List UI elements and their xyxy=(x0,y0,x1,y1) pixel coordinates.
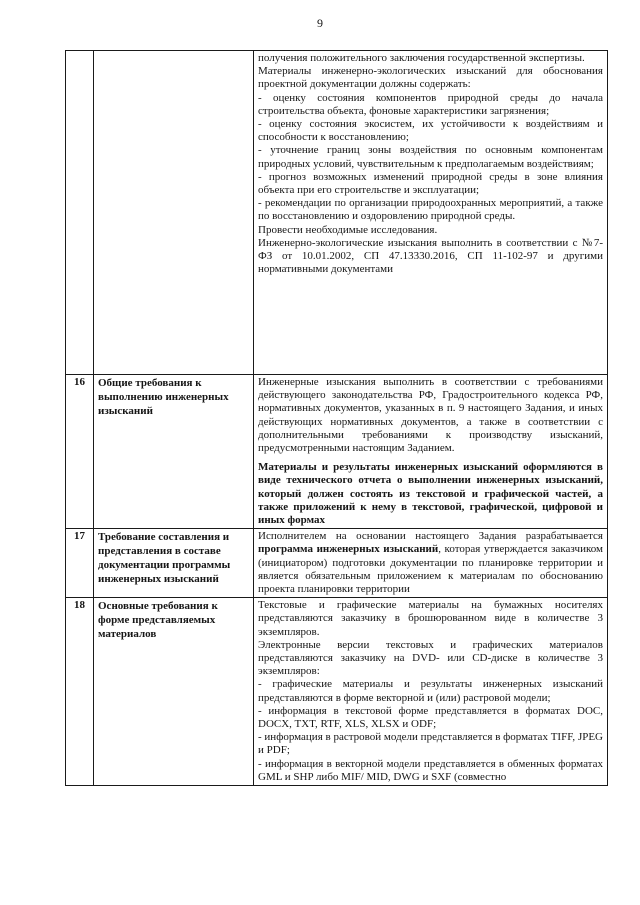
paragraph: - прогноз возможных изменений природной среды в зоне влияния объекта при его строительстве и эксплуатации; xyxy=(258,170,603,197)
row-title: Требование составления и представления в составе документации программы инженерных изысканий xyxy=(94,529,254,598)
paragraph: Электронные версии текстовых и графических материалов представляются заказчику на DVD- или CD-диске в количестве 3 экземпляров: xyxy=(258,638,603,678)
paragraph-bold: Материалы и результаты инженерных изысканий оформляются в виде технического отчета о выполнении инженерных изысканий, который должен состоять из текстовой и графической частей, а также приложений к нему в текстовой, графической, цифровой и иных формах xyxy=(258,461,603,527)
text-run: , которая утверждается заказчиком (инициатором) подготовки документации по планировке территории и является обязательным приложением к материалам по обоснованию проекта планировки территории xyxy=(258,543,603,596)
row-number: 17 xyxy=(66,529,94,598)
paragraph: - информация в растровой модели представляется в форматах TIFF, JPEG и PDF; xyxy=(258,731,603,757)
paragraph: - уточнение границ зоны воздействия по основным компонентам природных условий, чувствительным к предполагаемым воздействиям; xyxy=(258,144,603,170)
requirements-table xyxy=(65,50,608,786)
row-content xyxy=(254,598,608,786)
paragraph: - оценку состояния компонентов природной среды до начала строительства объекта, фоновые характеристики загрязнения; xyxy=(258,91,603,117)
paragraph: Материалы инженерно-экологических изысканий для обоснования проектной документации должны содержать: xyxy=(258,65,603,91)
row-number xyxy=(66,51,94,375)
paragraph: Инженерные изыскания выполнить в соответствии с требованиями действующего законодательства РФ, Градостроительного кодекса РФ, нормативных документов, указанных в п. 9 настоящего Задания, и иных действующих нормативных документов, а также в соответствии с дополнительными требованиями к производству изысканий, предусмотренными настоящим Заданием. xyxy=(258,376,603,455)
paragraph xyxy=(258,530,603,596)
row-content xyxy=(254,529,608,598)
table-row xyxy=(66,529,608,598)
paragraph: Текстовые и графические материалы на бумажных носителях представляются заказчику в брошюрованном виде в количестве 3 экземпляров. xyxy=(258,599,603,638)
page-number: 9 xyxy=(317,16,323,30)
table-row xyxy=(66,51,608,375)
paragraph: получения положительного заключения государственной экспертизы. xyxy=(258,52,585,64)
table-row xyxy=(66,598,608,786)
row-title: Основные требования к форме представляемых материалов xyxy=(94,598,254,786)
text-run-bold: программа инженерных изысканий xyxy=(258,543,439,556)
row-number: 16 xyxy=(66,375,94,529)
paragraph: - рекомендации по организации природоохранных мероприятий, а также по восстановлению и оздоровлению природной среды. xyxy=(258,197,603,223)
paragraph: - информация в векторной модели представляется в обменных форматах GML и SHP либо MIF/ MID, DWG и SXF (совместно xyxy=(258,757,603,783)
paragraph: Инженерно-экологические изыскания выполнить в соответствии с №7-ФЗ от 10.01.2002, СП 47.13330.2016, СП 11-102-97 и другими нормативными документами xyxy=(258,236,603,276)
table-row xyxy=(66,375,608,529)
paragraph: - графические материалы и результаты инженерных изысканий представляются в форме векторной и (или) растровой модели; xyxy=(258,678,603,704)
row-title xyxy=(94,51,254,375)
row-content xyxy=(254,375,608,529)
text-run: Исполнителем на основании настоящего Задания разрабатывается xyxy=(258,530,603,543)
row-number: 18 xyxy=(66,598,94,786)
paragraph: Провести необходимые исследования. xyxy=(258,223,438,236)
paragraph: - информация в текстовой форме представляется в форматах DOC, DOCX, TXT, RTF, XLS, XLSX и ODF; xyxy=(258,704,603,731)
paragraph: - оценку состояния экосистем, их устойчивости к воздействиям и способности к восстановлению; xyxy=(258,118,603,144)
row-content xyxy=(254,51,608,375)
row-title: Общие требования к выполнению инженерных изысканий xyxy=(94,375,254,529)
